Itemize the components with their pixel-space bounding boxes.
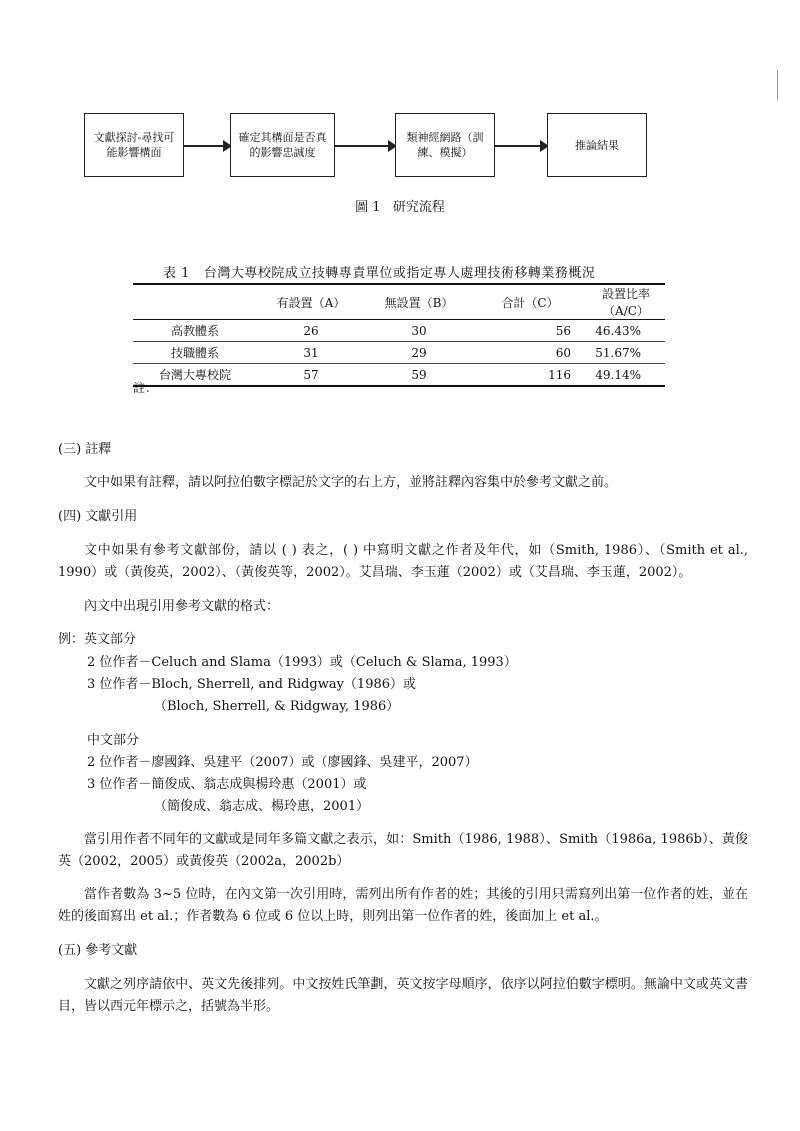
figure-caption: [0, 196, 800, 215]
table-header-cell: 合計（C）: [473, 284, 587, 320]
table-cell: 技職體系: [133, 342, 257, 364]
flow-box-neural-network: 類神經網路（訓練、模擬）: [395, 113, 495, 177]
table-cell: 29: [365, 342, 473, 364]
table-note: 註：: [133, 381, 158, 395]
section-heading-notes: (三) 註釋: [58, 442, 112, 457]
citation-format-intro: 內文中出現引用參考文獻的格式：: [84, 599, 280, 614]
table-title-text: 台灣大專校院成立技轉專責單位或指定專人處理技術移轉業務概況: [203, 266, 596, 281]
table-cell: 51.67%: [587, 342, 665, 364]
table-row: [133, 320, 665, 342]
table-header-cell: [133, 284, 257, 320]
flow-box-literature: 文獻探討-尋找可能影響構面: [84, 113, 184, 177]
section-heading-references: (五) 參考文獻: [58, 943, 138, 958]
figure-number: 圖 1: [355, 200, 381, 215]
example-english-three-authors-cont: （Bloch, Sherrell, & Ridgway, 1986）: [154, 699, 400, 714]
research-flowchart: [84, 113, 644, 179]
notes-paragraph: 文中如果有註釋，請以阿拉伯數字標記於文字的右上方，並將註釋內容集中於參考文獻之前。: [84, 475, 618, 490]
table-number: 表 1: [163, 266, 190, 281]
table-cell: 57: [257, 364, 365, 387]
table-header-cell: 有設置（A）: [257, 284, 365, 320]
table-cell: 31: [257, 342, 365, 364]
table-cell: 60: [473, 342, 587, 364]
author-count-paragraph: 當作者數為 3~5 位時，在內文第一次引用時，需列出所有作者的姓；其後的引用只需寫列出第一位作者的姓，並在姓的後面寫出 et al.；作者數為 6 位或 6 位以上時，則列出第一位作者的姓，後面加上 et al.。: [58, 887, 748, 924]
example-chinese-label: 中文部分: [87, 733, 140, 748]
table-cell: 116: [473, 364, 587, 387]
table-header-cell: 設置比率（A/C）: [587, 284, 665, 320]
example-english-three-authors: 3 位作者－Bloch, Sherrell, and Ridgway（1986）或: [87, 677, 417, 692]
tech-transfer-table: [133, 283, 665, 387]
table-header-cell: 無設置（B）: [365, 284, 473, 320]
example-english-label: 例：英文部分: [58, 632, 137, 647]
flow-arrow: [184, 145, 230, 147]
citation-paragraph: 文中如果有參考文獻部份，請以 ( ) 表之，( ) 中寫明文獻之作者及年代，如（Smith, 1986）、（Smith et al., 1990）或（黃俊英，2002）、（黃俊英等，2002）。艾昌瑞、李玉蓮（2002）或（艾昌瑞、李玉蓮，2002）。: [58, 543, 748, 580]
table-row: [133, 364, 665, 387]
table-cell: 56: [473, 320, 587, 342]
figure-title: 研究流程: [392, 200, 445, 215]
table-cell: 26: [257, 320, 365, 342]
table-title: [163, 262, 595, 281]
example-chinese-three-authors: 3 位作者－簡俊成、翁志成與楊玲惠（2001）或: [87, 777, 367, 792]
table-cell: 49.14%: [587, 364, 665, 387]
table-row: [133, 342, 665, 364]
table-cell: 台灣大專校院: [133, 364, 257, 387]
flow-arrow: [335, 145, 395, 147]
table-header-row: [133, 284, 665, 320]
flow-box-result: 推論結果: [547, 113, 647, 177]
table-cell: 高教體系: [133, 320, 257, 342]
example-chinese-three-authors-cont: （簡俊成、翁志成、楊玲惠，2001）: [154, 799, 370, 814]
page-edge-mark: [777, 70, 778, 100]
multi-year-paragraph: 當引用作者不同年的文獻或是同年多篇文獻之表示，如：Smith（1986, 1988）、Smith（1986a, 1986b）、黃俊英（2002，2005）或黃俊英（2002a，2002b）: [58, 832, 748, 869]
example-english-two-authors: 2 位作者－Celuch and Slama（1993）或（Celuch & Slama, 1993）: [87, 655, 517, 670]
flow-arrow: [495, 145, 547, 147]
example-chinese-two-authors: 2 位作者－廖國鋒、吳建平（2007）或（廖國鋒、吳建平，2007）: [87, 755, 478, 770]
references-paragraph: 文獻之列序請依中、英文先後排列。中文按姓氏筆劃，英文按字母順序，依序以阿拉伯數字標明。無論中文或英文書目，皆以西元年標示之，括號為半形。: [58, 977, 748, 1014]
table-cell: 46.43%: [587, 320, 665, 342]
table-cell: 30: [365, 320, 473, 342]
flow-box-confirm: 確定其構面是否真的影響忠誠度: [230, 113, 335, 177]
table-cell: 59: [365, 364, 473, 387]
section-heading-citation: (四) 文獻引用: [58, 509, 138, 524]
